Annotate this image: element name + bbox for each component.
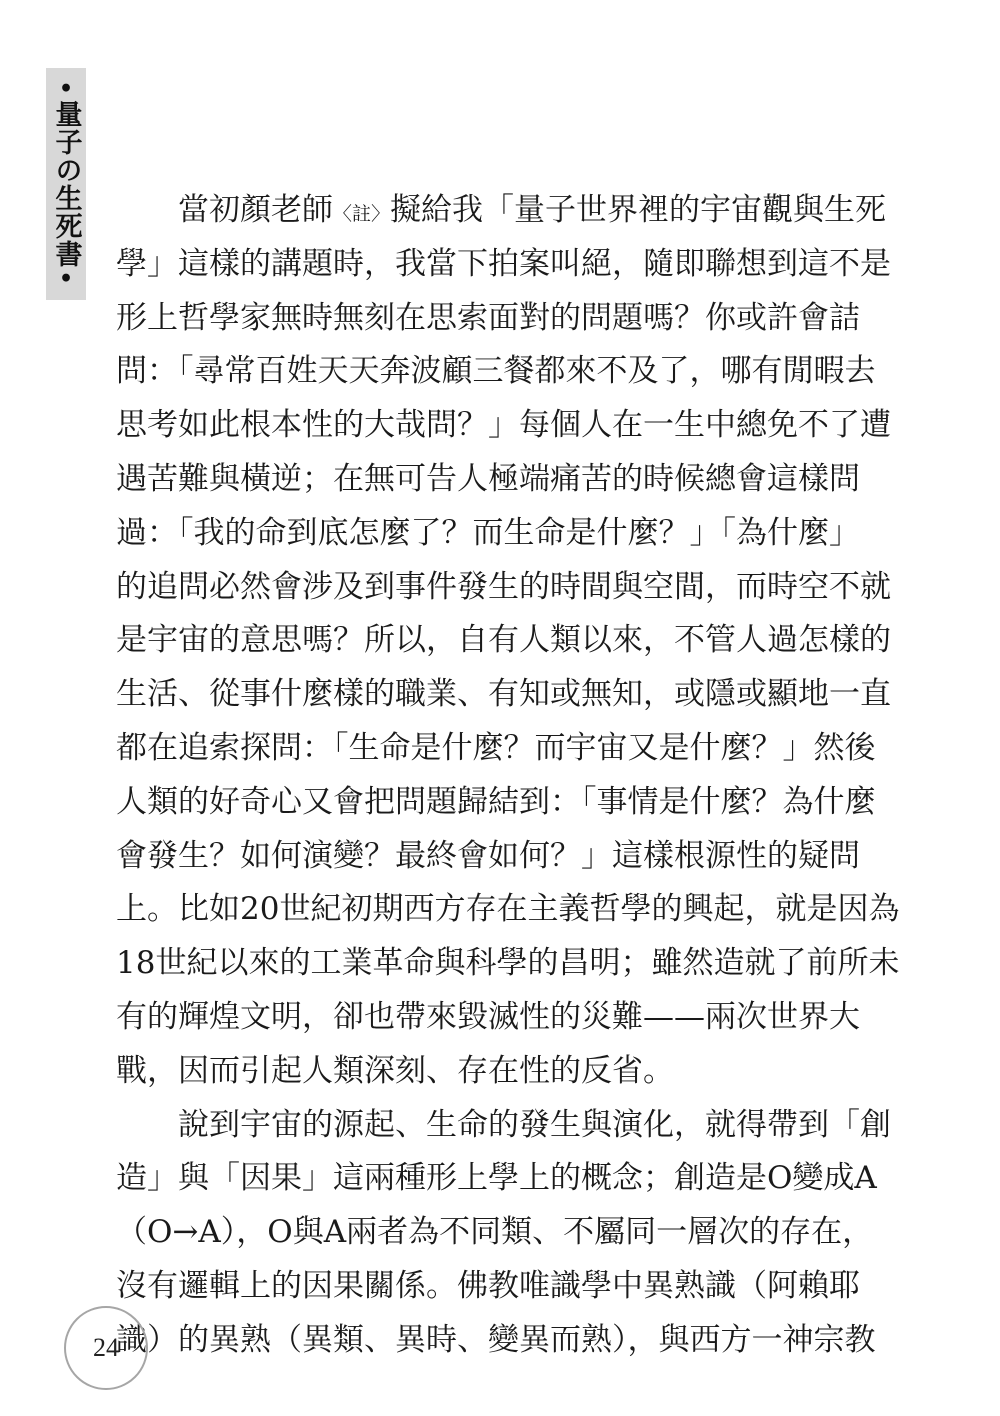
body-text xyxy=(116,184,900,1368)
text-line: 人類的好奇心又會把問題歸結到：「事情是什麼？為什麼 xyxy=(116,783,876,820)
text-line: 問：「尋常百姓天天奔波顧三餐都來不及了，哪有閒暇去 xyxy=(116,353,876,390)
header-dot-top: • xyxy=(58,76,74,102)
text-line: 學」這樣的講題時，我當下拍案叫絕，隨即聯想到這不是 xyxy=(116,245,891,282)
page-number-badge xyxy=(64,1306,148,1390)
text-line: 上。比如20世紀初期西方存在主義哲學的興起，就是因為 xyxy=(116,891,900,928)
text-line: 說到宇宙的源起、生命的發生與演化，就得帶到「創 xyxy=(178,1106,891,1143)
text-span: 當初顏老師 xyxy=(178,192,333,228)
text-line: 生活、從事什麼樣的職業、有知或無知，或隱或顯地一直 xyxy=(116,676,891,713)
header-dot-bottom: • xyxy=(58,266,74,292)
text-line: 的追問必然會涉及到事件發生的時間與空間，而時空不就 xyxy=(116,568,891,605)
running-header-title: 量子の生死書 xyxy=(50,100,82,268)
text-line: 識）的異熟（異類、異時、變異而熟），與西方一神宗教 xyxy=(116,1321,876,1358)
page-number: 24 xyxy=(93,1333,119,1362)
text-line: （O→A），O與A兩者為不同類、不屬同一層次的存在， xyxy=(116,1214,874,1251)
text-line xyxy=(116,184,887,238)
text-line: 18世紀以來的工業革命與科學的昌明；雖然造就了前所未 xyxy=(116,945,900,982)
running-header-tab xyxy=(46,68,86,300)
text-line: 過：「我的命到底怎麼了？而生命是什麼？」「為什麼」 xyxy=(116,514,860,551)
text-line: 沒有邏輯上的因果關係。佛教唯識學中異熟識（阿賴耶 xyxy=(116,1267,860,1304)
text-line: 會發生？如何演變？最終會如何？」這樣根源性的疑問 xyxy=(116,837,860,874)
text-line: 造」與「因果」這兩種形上學上的概念；創造是O變成A xyxy=(116,1160,877,1197)
text-span: 擬給我「量子世界裡的宇宙觀與生死 xyxy=(390,192,887,228)
text-line: 戰，因而引起人類深刻、存在性的反省。 xyxy=(116,1052,674,1089)
note-marker: 〈註〉 xyxy=(333,203,391,225)
text-line: 都在追索探問：「生命是什麼？而宇宙又是什麼？」然後 xyxy=(116,729,876,766)
paragraph xyxy=(116,1099,891,1368)
paragraph xyxy=(116,184,900,1099)
text-line: 遇苦難與橫逆；在無可告人極端痛苦的時候總會這樣問 xyxy=(116,460,860,497)
text-line: 有的輝煌文明，卻也帶來毀滅性的災難——兩次世界大 xyxy=(116,998,860,1035)
text-line: 形上哲學家無時無刻在思索面對的問題嗎？你或許會詰 xyxy=(116,299,860,336)
text-line: 是宇宙的意思嗎？所以，自有人類以來，不管人過怎樣的 xyxy=(116,622,891,659)
text-line: 思考如此根本性的大哉問？」每個人在一生中總免不了遭 xyxy=(116,407,891,444)
